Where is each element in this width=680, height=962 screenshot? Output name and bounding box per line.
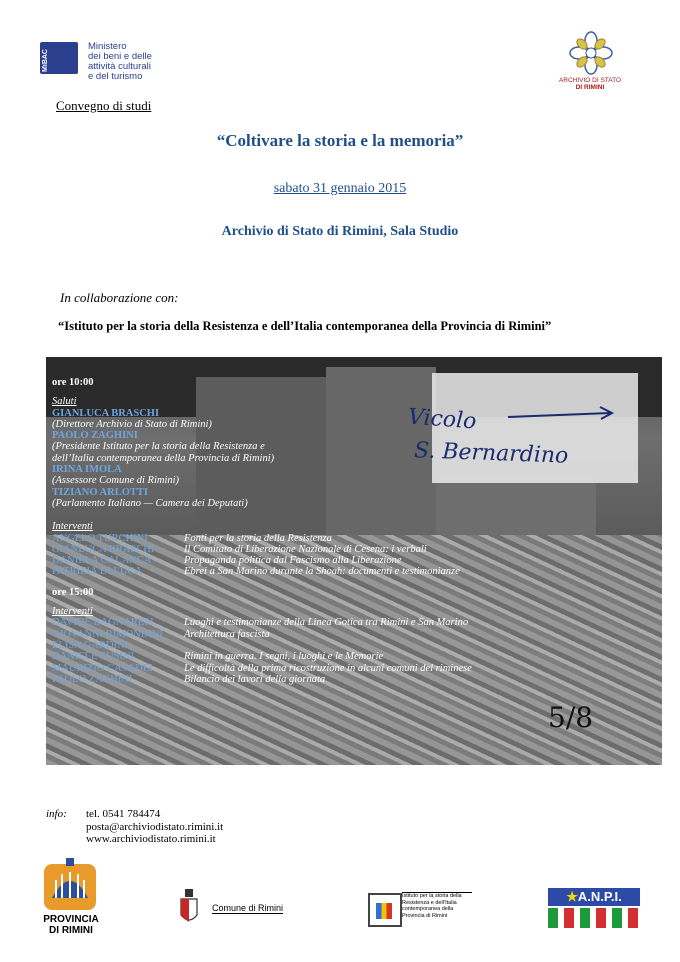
talk-row bbox=[52, 617, 662, 628]
mibac-line: attività culturali bbox=[88, 61, 151, 72]
speaker-role: (Assessore Comune di Rimini) bbox=[52, 475, 180, 487]
istituto-line: Resistenza e dell’Italia bbox=[402, 899, 457, 906]
mibac-line: e del turismo bbox=[88, 71, 143, 82]
speaker-name: IRINA IMOLA bbox=[52, 464, 122, 476]
talk-title: Luoghi e testimonianze della Linea Gotica tra Rimini e San Marino bbox=[184, 617, 469, 629]
email-link[interactable]: posta@archiviodistato.rimini.it bbox=[86, 820, 224, 833]
talk-speaker: DANIELE SUSINI bbox=[52, 651, 134, 663]
talk-row bbox=[52, 533, 662, 544]
anpi-logo bbox=[548, 888, 640, 928]
istituto-line: Provincia di Rimini bbox=[402, 912, 448, 919]
speaker-name: PAOLO ZAGHINI bbox=[52, 430, 138, 442]
mibac-line: dei beni e delle bbox=[88, 51, 152, 62]
archivio-line: ARCHIVIO DI STATO bbox=[558, 77, 622, 84]
mibac-abbr: MiBAC bbox=[42, 49, 49, 72]
istituto-name bbox=[402, 892, 472, 919]
talk-speaker: MAURIZIO CASADEI bbox=[52, 662, 153, 674]
event-date: sabato 31 gennaio 2015 bbox=[273, 181, 407, 196]
mibac-name bbox=[88, 42, 152, 82]
star-icon: ★ bbox=[566, 889, 578, 904]
archivio-flower-logo-icon bbox=[568, 30, 614, 76]
talk-speaker: ANGELO TURCHINI bbox=[52, 532, 148, 544]
provincia-crest-icon bbox=[42, 858, 98, 912]
event-kind: Convegno di studi bbox=[56, 98, 152, 113]
talk-row bbox=[52, 640, 662, 651]
speaker-name: GIANLUCA BRASCHI bbox=[52, 407, 160, 419]
handwriting-vicolo: Vicolo bbox=[407, 404, 478, 435]
talk-speaker: PATRIZIA DI LUCA bbox=[52, 566, 143, 578]
program bbox=[52, 377, 662, 685]
anpi-flag bbox=[548, 908, 640, 928]
talk-speaker: GIOVANNI RIMONDINI bbox=[52, 628, 163, 640]
talk-speaker: DAVIDE BAGNARESI bbox=[52, 617, 154, 629]
talk-title: Il Comitato di Liberazione Nazionale di Cesena: i verbali bbox=[184, 543, 427, 555]
website-link[interactable]: www.archiviodistato.rimini.it bbox=[86, 833, 216, 845]
talk-row bbox=[52, 663, 662, 674]
talk-row bbox=[52, 566, 662, 577]
phone: tel. 0541 784474 bbox=[86, 808, 161, 820]
talk-title: Le difficoltà della prima ricostruzione in alcuni comuni del riminese bbox=[184, 662, 472, 674]
archivio-line: DI RIMINI bbox=[575, 84, 605, 91]
talk-title: Architettura fascista bbox=[184, 628, 270, 640]
contact-info bbox=[86, 808, 223, 846]
istituto-logo bbox=[368, 893, 402, 927]
speaker-role: (Parlamento Italiano — Camera dei Deputati) bbox=[52, 497, 248, 509]
talk-title: Fonti per la storia della Resistenza bbox=[184, 532, 332, 544]
mibac-logo bbox=[40, 42, 78, 74]
talk-speaker: PAOLO ZAGHINI bbox=[52, 673, 133, 685]
speaker-name: TIZIANO ARLOTTI bbox=[52, 486, 148, 498]
talk-speaker: ELISA GARDINI bbox=[52, 639, 129, 651]
istituto-logo-inner bbox=[376, 903, 392, 919]
info-label: info: bbox=[46, 808, 67, 820]
provincia-line: PROVINCIA bbox=[43, 914, 99, 925]
section-interventi: Interventi bbox=[52, 521, 93, 533]
section-saluti: Saluti bbox=[52, 396, 77, 408]
talk-row bbox=[52, 674, 662, 685]
collab-label: In collaborazione con: bbox=[60, 290, 179, 305]
handwriting-bernardino: S. Bernardino bbox=[413, 438, 569, 469]
istituto-line: contemporanea della bbox=[402, 906, 454, 912]
talk-row bbox=[52, 555, 662, 566]
comune-shield-icon bbox=[180, 889, 198, 925]
event-title: “Coltivare la storia e la memoria” bbox=[216, 131, 464, 150]
provincia-name bbox=[36, 914, 106, 936]
session-time: ore 10:00 bbox=[52, 377, 94, 388]
event-venue: Archivio di Stato di Rimini, Sala Studio bbox=[221, 224, 459, 239]
talk-speaker: DANIELA CALANCA bbox=[52, 555, 152, 567]
talk-title: Ebrei a San Marino durante la Shoah: documenti e testimonianze bbox=[184, 566, 460, 578]
ruins-photo bbox=[46, 357, 662, 765]
talk-speaker: GIANLUCA BRASCHI bbox=[52, 543, 155, 555]
archivio-name bbox=[540, 77, 640, 91]
session-time: ore 15:00 bbox=[52, 586, 94, 598]
talk-title: Rimini in guerra. I segni, i luoghi e le Memorie bbox=[184, 651, 384, 663]
comune-name: Comune di Rimini bbox=[212, 903, 284, 913]
handwriting-number: 5/8 bbox=[548, 701, 594, 734]
section-interventi: Interventi bbox=[52, 606, 93, 618]
anpi-banner bbox=[548, 888, 640, 906]
talk-row bbox=[52, 651, 662, 662]
provincia-line: DI RIMINI bbox=[49, 925, 93, 936]
talk-row bbox=[52, 629, 662, 640]
istituto-line: Istituto per la storia della bbox=[402, 893, 462, 899]
mibac-line: Ministero bbox=[88, 41, 127, 52]
collab-org: “Istituto per la storia della Resistenza e dell’Italia contemporanea della Provincia di Rimini” bbox=[58, 319, 552, 333]
talk-row bbox=[52, 544, 662, 555]
talk-title: Bilancio dei lavori della giornata bbox=[184, 673, 326, 685]
talk-title: Propaganda politica dal Fascismo alla Liberazione bbox=[184, 555, 402, 567]
anpi-text: A.N.P.I. bbox=[577, 889, 622, 904]
speaker-role: (Direttore Archivio di Stato di Rimini) bbox=[52, 418, 212, 430]
speaker-role: (Presidente Istituto per la storia della Resistenza e dell’Italia contemporanea della Provincia di Rimini) bbox=[52, 441, 275, 464]
